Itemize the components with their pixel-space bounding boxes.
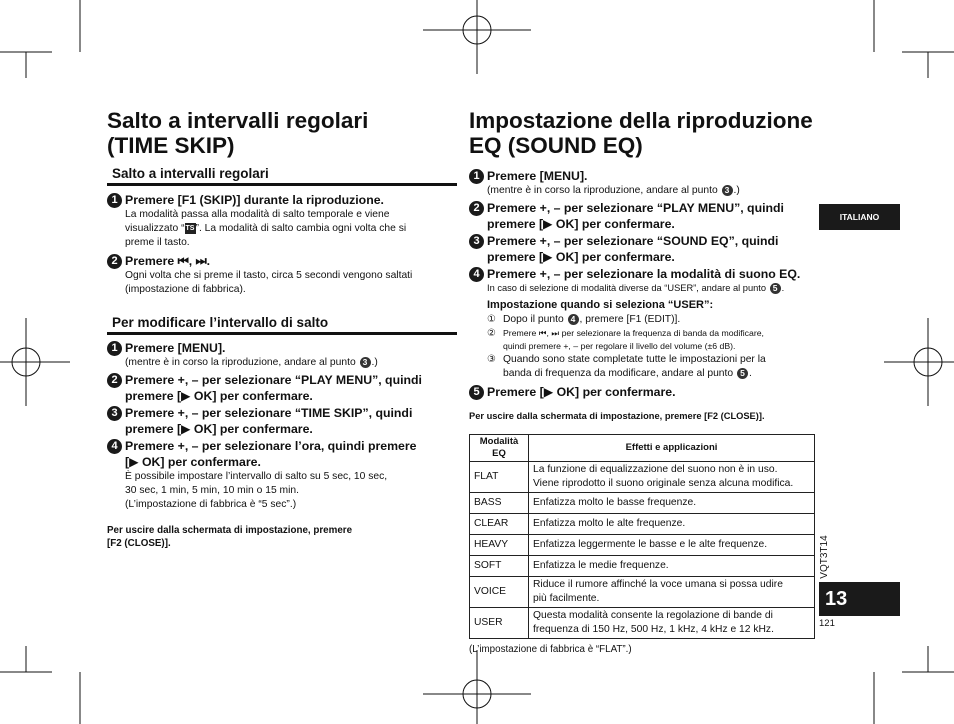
skip-step-1 xyxy=(107,192,457,250)
user-substep-1: ① Dopo il punto 4 , premere [F1 (EDIT)]. xyxy=(487,313,681,325)
step-ref-badge: 3 xyxy=(360,357,371,368)
interval-step-3 xyxy=(107,405,457,437)
step-title: Premere +, – per selezionare “PLAY MENU”, quindi premere [▶ OK] per confermare. xyxy=(487,201,784,231)
step-number: 3 xyxy=(107,406,122,421)
interval-step-2 xyxy=(107,372,457,404)
eq-step-4 xyxy=(469,266,819,295)
step-number: 2 xyxy=(107,254,122,269)
step-number: 2 xyxy=(107,373,122,388)
left-column xyxy=(107,108,457,550)
effect-cell: Enfatizza molto le alte frequenze. xyxy=(529,514,815,535)
step-title: Premere +, – per selezionare l’ora, quindi premere [▶ OK] per confermare. xyxy=(125,439,417,469)
user-settings-heading: Impostazione quando si seleziona “USER”: xyxy=(487,299,714,311)
table-header-effects: Effetti e applicazioni xyxy=(529,435,815,462)
step-ref-badge: 3 xyxy=(722,185,733,196)
exit-instructions: Per uscire dalla schermata di impostazione, premere [F2 (CLOSE)]. xyxy=(107,525,353,549)
mode-cell: CLEAR xyxy=(470,514,529,535)
eq-step-3 xyxy=(469,233,819,265)
step-note: (mentre è in corso la riproduzione, andare al punto 3 .) xyxy=(487,184,740,196)
right-column xyxy=(469,108,819,657)
mode-cell: HEAVY xyxy=(470,535,529,556)
section-heading-change-interval: Per modificare l’intervallo di salto xyxy=(107,315,457,335)
step-number: 4 xyxy=(107,439,122,454)
mode-cell: USER xyxy=(470,608,529,639)
table-row xyxy=(470,493,815,514)
step-number: 1 xyxy=(107,193,122,208)
effect-cell: Questa modalità consente la regolazione di bande di frequenza di 150 Hz, 500 Hz, 1 kHz, 4 kHz e 12 kHz. xyxy=(529,608,815,639)
factory-default-note: (L’impostazione di fabbrica è “FLAT”.) xyxy=(469,644,632,655)
section-heading-time-skip: Salto a intervalli regolari xyxy=(107,166,457,186)
effect-cell: Riduce il rumore affinché la voce umana si possa udire più facilmente. xyxy=(529,577,815,608)
left-title xyxy=(107,108,457,158)
right-title xyxy=(469,108,819,158)
table-row xyxy=(470,556,815,577)
step-ref-badge: 4 xyxy=(568,314,579,325)
step-title: Premere [F1 (SKIP)] durante la riproduzione. xyxy=(125,193,384,207)
step-note: In caso di selezione di modalità diverse da “USER”, andare al punto 5 . xyxy=(487,283,785,294)
table-header-row xyxy=(470,435,815,462)
interval-step-4 xyxy=(107,438,457,512)
interval-step-1 xyxy=(107,340,457,370)
step-title: Premere +, – per selezionare “TIME SKIP”, quindi premere [▶ OK] per confermare. xyxy=(125,406,413,436)
page-number-small: 121 xyxy=(819,618,835,629)
step-number: 3 xyxy=(469,234,484,249)
mode-cell: VOICE xyxy=(470,577,529,608)
table-row xyxy=(470,535,815,556)
eq-step-5 xyxy=(469,384,819,400)
table-header-mode: Modalità EQ xyxy=(470,435,529,462)
step-note: Ogni volta che si preme il tasto, circa 5 secondi vengono saltati (impostazione di fabbrica). xyxy=(125,270,413,295)
step-note: La modalità passa alla modalità di salto temporale e viene visualizzato “TS”. La modalità di salto cambia ogni volta che si preme il tasto. xyxy=(125,209,407,248)
step-title: Premere ⏮, ⏭. xyxy=(125,254,211,268)
step-note: È possibile impostare l’intervallo di salto su 5 sec, 10 sec, 30 sec, 1 min, 5 min, 10 min o 15 min. (L’impostazione di fabbrica è “5 sec”.) xyxy=(125,471,388,510)
left-title-line2: (TIME SKIP) xyxy=(107,133,235,158)
step-title: Premere +, – per selezionare “PLAY MENU”, quindi premere [▶ OK] per confermare. xyxy=(125,373,422,403)
mode-cell: SOFT xyxy=(470,556,529,577)
left-title-line1: Salto a intervalli regolari xyxy=(107,108,369,133)
step-title: Premere [MENU]. xyxy=(125,341,226,355)
table-row xyxy=(470,462,815,493)
page-number-box: 13 xyxy=(819,582,900,616)
eq-modes-table xyxy=(469,434,815,639)
step-title: Premere +, – per selezionare “SOUND EQ”, quindi premere [▶ OK] per confermare. xyxy=(487,234,779,264)
user-substep-3: ③ Quando sono state completate tutte le impostazioni per la banda di frequenza da modificare, andare al punto 5 . xyxy=(487,354,766,379)
mode-cell: FLAT xyxy=(470,462,529,493)
step-number: 1 xyxy=(107,341,122,356)
effect-cell: Enfatizza molto le basse frequenze. xyxy=(529,493,815,514)
step-number: 4 xyxy=(469,267,484,282)
skip-step-2 xyxy=(107,253,457,297)
step-ref-badge: 5 xyxy=(737,368,748,379)
effect-cell: Enfatizza leggermente le basse e le alte frequenze. xyxy=(529,535,815,556)
user-settings-block xyxy=(469,298,819,381)
right-title-line2: EQ (SOUND EQ) xyxy=(469,133,643,158)
doc-code: VQT3T14 xyxy=(819,535,830,579)
step-number: 2 xyxy=(469,201,484,216)
step-title: Premere [MENU]. xyxy=(487,169,588,183)
step-number: 5 xyxy=(469,385,484,400)
eq-step-1 xyxy=(469,168,819,198)
language-tab: ITALIANO xyxy=(819,204,900,230)
step-title: Premere [▶ OK] per confermare. xyxy=(487,385,676,399)
step-title: Premere +, – per selezionare la modalità di suono EQ. xyxy=(487,267,801,281)
exit-instructions: Per uscire dalla schermata di impostazione, premere [F2 (CLOSE)]. xyxy=(469,411,765,421)
time-skip-icon: TS xyxy=(185,224,195,232)
effect-cell: La funzione di equalizzazione del suono non è in uso. Viene riprodotto il suono originale senza alcuna modifica. xyxy=(529,462,815,493)
table-row xyxy=(470,514,815,535)
table-row xyxy=(470,577,815,608)
step-note: (mentre è in corso la riproduzione, andare al punto 3 .) xyxy=(125,356,378,368)
step-ref-badge: 5 xyxy=(770,283,781,294)
right-title-line1: Impostazione della riproduzione xyxy=(469,108,813,133)
eq-step-2 xyxy=(469,200,819,232)
table-row xyxy=(470,608,815,639)
user-substep-2: ② Premere ⏮, ⏭ per selezionare la frequenza di banda da modificare, quindi premere +, – per regolare il livello del volume (±6 dB). xyxy=(487,328,764,351)
effect-cell: Enfatizza le medie frequenze. xyxy=(529,556,815,577)
step-number: 1 xyxy=(469,169,484,184)
mode-cell: BASS xyxy=(470,493,529,514)
